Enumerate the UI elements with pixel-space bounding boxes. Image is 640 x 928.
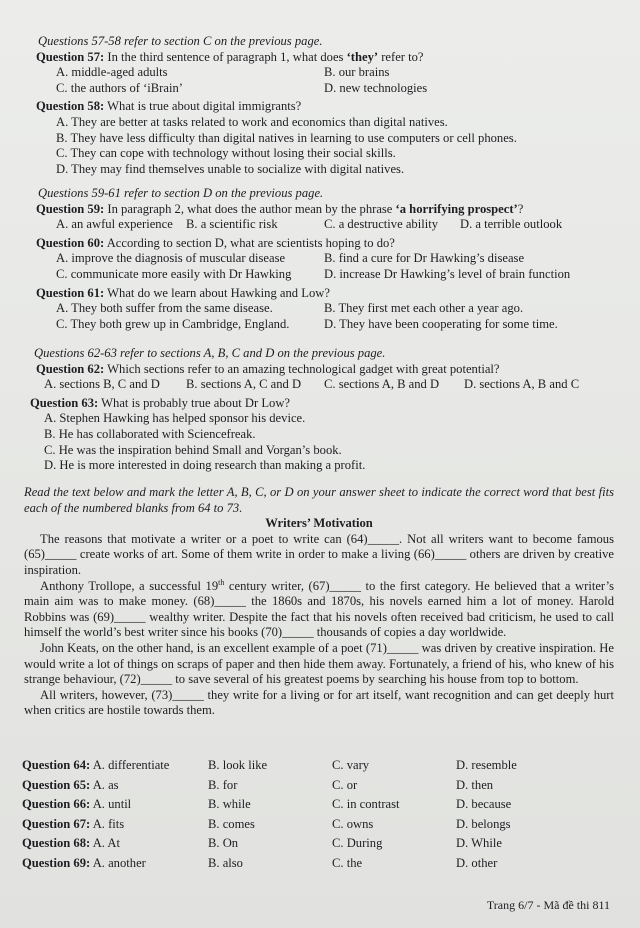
question-60-options-row2 xyxy=(0,267,640,283)
q60-option-d: D. increase Dr Hawking’s level of brain function xyxy=(324,266,571,281)
answer-row-67: Question 67: A. fits B. comes C. owns D. belongs xyxy=(22,816,511,831)
answer-row-68: Question 68: A. At B. On C. During D. While xyxy=(22,836,502,851)
answer-row-66: Question 66: A. until B. while C. in contrast D. because xyxy=(22,797,512,812)
q63-option-d: D. He is more interested in doing research than making a profit. xyxy=(44,458,366,473)
q60-option-a: A. improve the diagnosis of muscular disease xyxy=(56,251,286,266)
q62-option-c: C. sections A, B and D xyxy=(324,377,440,392)
q59-option-d: D. a terrible outlook xyxy=(460,217,563,232)
q60-option-b: B. find a cure for Dr Hawking’s disease xyxy=(324,251,525,266)
question-57-stem: Question 57: In the third sentence of paragraph 1, what does ‘they’ refer to? xyxy=(36,49,424,64)
q60-option-c: C. communicate more easily with Dr Hawking xyxy=(56,266,292,281)
question-62-options xyxy=(0,377,640,393)
passage-paragraph-3: John Keats, on the other hand, is an excellent example of a poet (71)_____ was driven by creative inspiration. He would write a lot of things on scraps of paper and then hide them away. Fortunately, a friend of his, who knew of his strange behaviour, (72)_____ to save several of his greatest poems by searching his house from top to bottom. xyxy=(24,640,614,687)
q62-option-d: D. sections A, B and C xyxy=(464,377,580,392)
question-60-stem: Question 60: According to section D, what are scientists hoping to do? xyxy=(36,235,395,250)
q57-option-a: A. middle-aged adults xyxy=(56,65,168,80)
q57-option-c: C. the authors of ‘iBrain’ xyxy=(56,80,183,95)
cloze-passage xyxy=(0,485,640,719)
q59-option-a: A. an awful experience xyxy=(56,217,173,232)
cloze-instruction: Read the text below and mark the letter A, B, C, or D on your answer sheet to indicate the correct word that best fits each of the numbered blanks from 64 to 73. xyxy=(24,485,614,515)
q61-option-d: D. They have been cooperating for some time. xyxy=(324,316,558,331)
question-61-stem: Question 61: What do we learn about Hawking and Low? xyxy=(36,285,330,300)
answer-row-64: Question 64: A. differentiate B. look like C. vary D. resemble xyxy=(22,758,517,772)
section-abcd-questions xyxy=(0,346,640,474)
q57-option-b: B. our brains xyxy=(324,65,390,80)
question-57-options-row2 xyxy=(0,81,640,97)
q61-option-c: C. They both grew up in Cambridge, England. xyxy=(56,316,290,331)
question-59-stem: Question 59: In paragraph 2, what does the author mean by the phrase ‘a horrifying prospect’? xyxy=(36,201,524,216)
q59-option-c: C. a destructive ability xyxy=(324,217,439,232)
question-57-options-row1 xyxy=(0,65,640,81)
question-63-stem: Question 63: What is probably true about Dr Low? xyxy=(30,395,291,410)
question-60-options-row1 xyxy=(0,251,640,267)
section-d-questions xyxy=(0,186,640,332)
passage-title: Writers’ Motivation xyxy=(265,516,373,531)
q59-option-b: B. a scientific risk xyxy=(186,217,278,232)
question-58-stem: Question 58: What is true about digital immigrants? xyxy=(36,99,302,114)
section-d-reference: Questions 59-61 refer to section D on the previous page. xyxy=(38,186,324,200)
q63-option-a: A. Stephen Hawking has helped sponsor his device. xyxy=(44,411,306,426)
question-62-stem: Question 62: Which sections refer to an amazing technological gadget with great potential? xyxy=(36,361,500,376)
q58-option-c: C. They can cope with technology without losing their social skills. xyxy=(56,146,396,161)
q58-option-a: A. They are better at tasks related to work and economics than digital natives. xyxy=(56,114,448,129)
section-c-questions xyxy=(0,34,640,177)
answer-row-65: Question 65: A. as B. for C. or D. then xyxy=(22,777,494,792)
q62-option-b: B. sections A, C and D xyxy=(186,377,302,392)
passage-paragraph-4: All writers, however, (73)_____ they write for a living or for art itself, want recognition and can get deeply hurt when critics are hostile towards them. xyxy=(24,687,614,718)
q58-option-b: B. They have less difficulty than digital natives in learning to use computers or cell phones. xyxy=(56,130,517,145)
section-c-reference: Questions 57-58 refer to section C on the previous page. xyxy=(38,34,323,48)
page-footer: Trang 6/7 - Mã đề thi 811 xyxy=(486,898,610,913)
q57-option-d: D. new technologies xyxy=(324,80,428,95)
section-abcd-reference: Questions 62-63 refer to sections A, B, C and D on the previous page. xyxy=(34,346,386,360)
q62-option-a: A. sections B, C and D xyxy=(44,377,160,392)
question-61-options-row1 xyxy=(0,301,640,317)
cloze-answer-options xyxy=(0,756,640,874)
q61-option-b: B. They first met each other a year ago. xyxy=(324,301,524,316)
q63-option-c: C. He was the inspiration behind Small and Vorgan’s book. xyxy=(44,442,342,457)
q61-option-a: A. They both suffer from the same disease. xyxy=(56,301,273,316)
answer-row-69: Question 69: A. another B. also C. the D. other xyxy=(22,855,498,870)
question-61-options-row2 xyxy=(0,317,640,333)
q63-option-b: B. He has collaborated with Sciencefreak. xyxy=(44,426,256,441)
question-59-options xyxy=(0,217,640,233)
q58-option-d: D. They may find themselves unable to socialize with digital natives. xyxy=(56,161,405,176)
passage-paragraph-2: Anthony Trollope, a successful 19th century writer, (67)_____ to the first category. He believed that a writer’s main aim was to make money. (68)_____ the 1860s and 1870s, his novels earned him a lot of money. Harold Robbins was (69)_____ wealthy writer. Despite the fact that his novels often received bad criticism, he used to call himself the world’s best writer since his books (70)_____ thousands of copies a day worldwide. xyxy=(24,577,614,640)
passage-paragraph-1: The reasons that motivate a writer or a poet to write can (64)_____. Not all writers want to become famous (65)_____ create works of art. Some of them write in order to make a living (66)_____ others are driven by creative inspiration. xyxy=(24,531,614,577)
